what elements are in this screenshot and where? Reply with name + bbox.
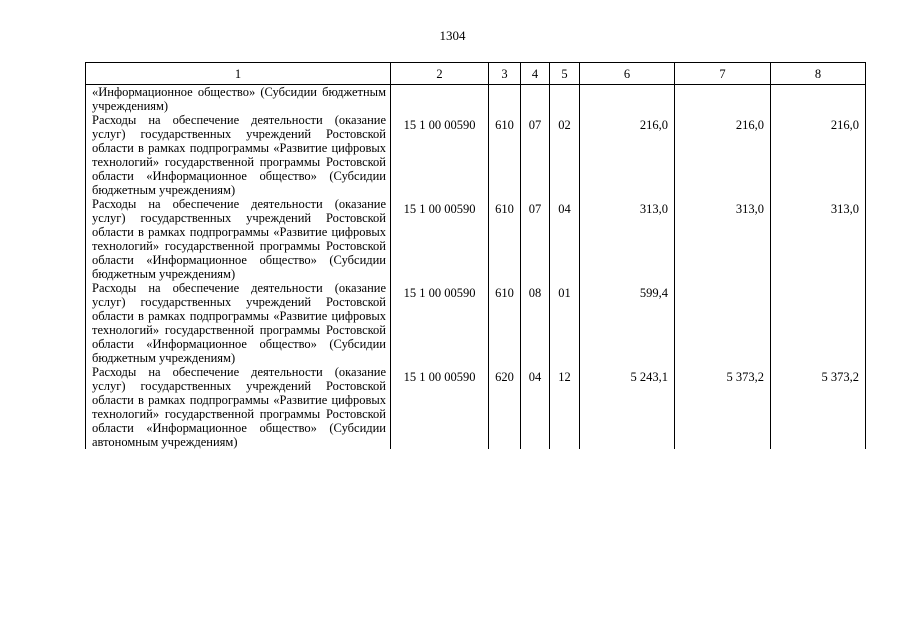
column-header-5: 5 [550, 63, 580, 85]
row-csr-code: 15 1 00 00590 [391, 281, 489, 365]
column-header-4: 4 [521, 63, 550, 85]
row-pr-code: 01 [550, 281, 580, 365]
row-csr-code: 15 1 00 00590 [391, 113, 489, 197]
row-amount-year2: 5 373,2 [675, 365, 771, 449]
row-pr-code: 04 [550, 197, 580, 281]
budget-table [85, 62, 866, 449]
row-pr-code: 02 [550, 113, 580, 197]
row-amount-year1: 216,0 [580, 113, 675, 197]
row-amount-year1: 5 243,1 [580, 365, 675, 449]
row-amount-year2: 216,0 [675, 113, 771, 197]
column-header-7: 7 [675, 63, 771, 85]
column-header-8: 8 [771, 63, 866, 85]
row-amount-year3: 5 373,2 [771, 365, 866, 449]
table-row [86, 197, 866, 281]
row-description: Расходы на обеспечение деятельности (оказание услуг) государственных учреждений Ростовской области в рамках подпрограммы «Развитие цифровых технологий» государственной программы Ростовской области «Информационное общество» (Субсидии бюджетным учреждениям) [86, 281, 391, 365]
row-rz-code: 07 [521, 197, 550, 281]
row-csr-code: 15 1 00 00590 [391, 365, 489, 449]
column-header-6: 6 [580, 63, 675, 85]
row-rz-code: 07 [521, 113, 550, 197]
row-vr-code: 610 [489, 197, 521, 281]
page-number: 1304 [439, 28, 466, 43]
row-csr-code: 15 1 00 00590 [391, 197, 489, 281]
table-row-continuation [86, 85, 866, 114]
table-row [86, 281, 866, 365]
row-rz-code: 04 [521, 365, 550, 449]
table-row [86, 365, 866, 449]
column-header-3: 3 [489, 63, 521, 85]
row-description: Расходы на обеспечение деятельности (оказание услуг) государственных учреждений Ростовской области в рамках подпрограммы «Развитие цифровых технологий» государственной программы Ростовской области «Информационное общество» (Субсидии бюджетным учреждениям) [86, 197, 391, 281]
row-amount-year3 [771, 281, 866, 365]
row-amount-year2: 313,0 [675, 197, 771, 281]
row-vr-code: 610 [489, 113, 521, 197]
row-description: Расходы на обеспечение деятельности (оказание услуг) государственных учреждений Ростовской области в рамках подпрограммы «Развитие цифровых технологий» государственной программы Ростовской области «Информационное общество» (Субсидии бюджетным учреждениям) [86, 113, 391, 197]
column-header-2: 2 [391, 63, 489, 85]
row-amount-year1: 313,0 [580, 197, 675, 281]
row-vr-code: 620 [489, 365, 521, 449]
row-vr-code: 610 [489, 281, 521, 365]
continuation-description: «Информационное общество» (Субсидии бюджетным учреждениям) [86, 85, 391, 114]
column-number-header-row [86, 63, 866, 85]
column-header-1: 1 [86, 63, 391, 85]
row-rz-code: 08 [521, 281, 550, 365]
row-amount-year2 [675, 281, 771, 365]
row-description: Расходы на обеспечение деятельности (оказание услуг) государственных учреждений Ростовской области в рамках подпрограммы «Развитие цифровых технологий» государственной программы Ростовской области «Информационное общество» (Субсидии автономным учреждениям) [86, 365, 391, 449]
row-amount-year3: 216,0 [771, 113, 866, 197]
row-amount-year3: 313,0 [771, 197, 866, 281]
row-pr-code: 12 [550, 365, 580, 449]
table-row [86, 113, 866, 197]
row-amount-year1: 599,4 [580, 281, 675, 365]
